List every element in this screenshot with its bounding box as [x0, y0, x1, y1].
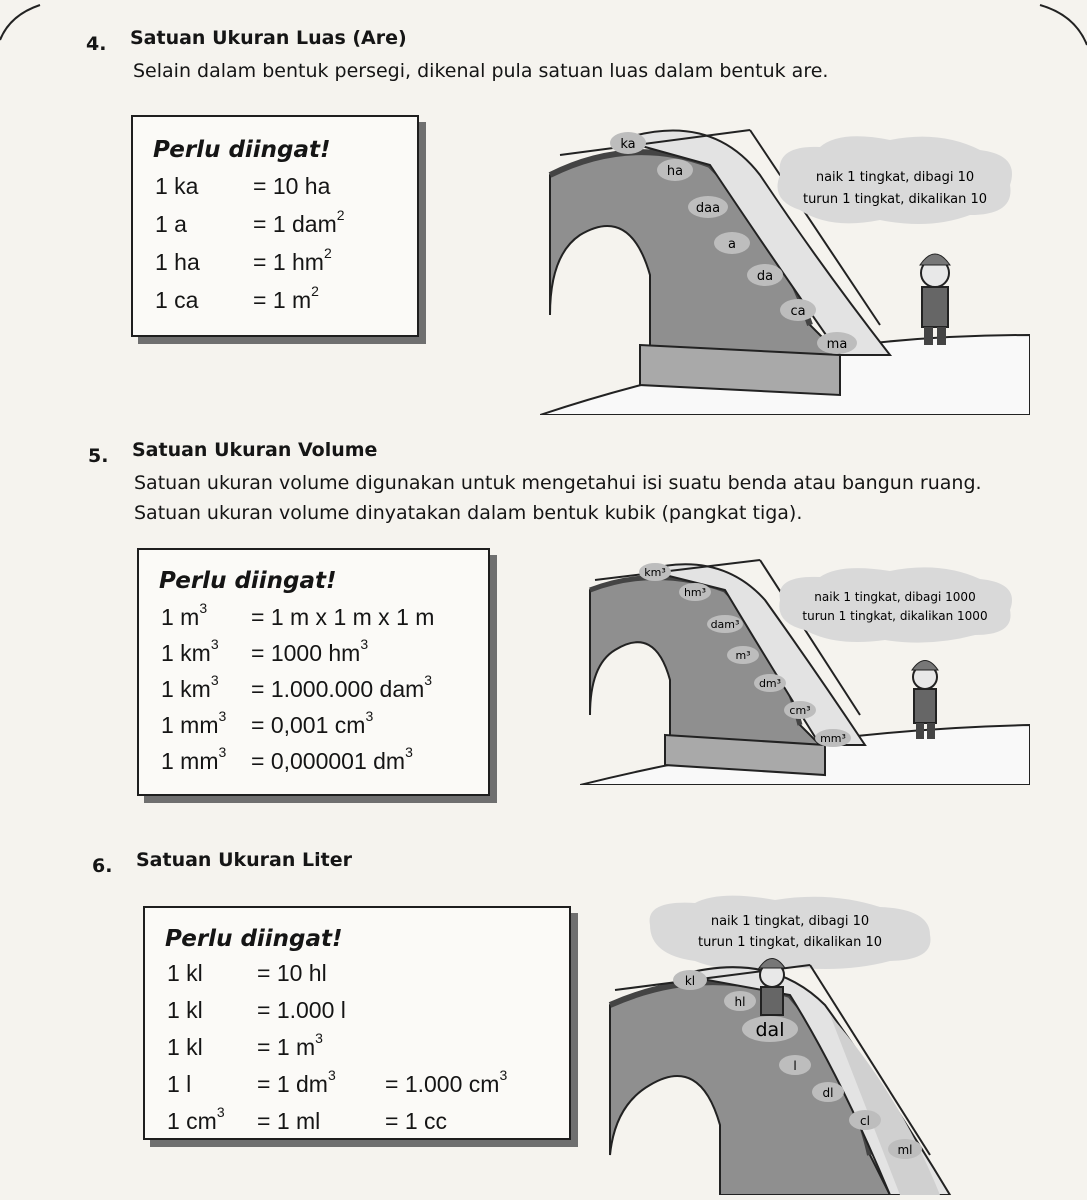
step-label: kl — [684, 974, 696, 988]
bridge-illustration — [600, 895, 1050, 1195]
cloud-text: naik 1 tingkat, dibagi 10 — [710, 914, 870, 929]
step-label: ma — [826, 337, 848, 352]
bridge-illustration — [540, 115, 1030, 415]
step-label: ka — [620, 137, 636, 152]
step-label: l — [793, 1059, 797, 1073]
section-paragraph: Satuan ukuran volume digunakan untuk mengetahui isi suatu benda atau bangun ruang. — [134, 472, 982, 494]
section-number: 5. — [88, 445, 109, 467]
box-title: Perlu diingat! — [159, 568, 337, 594]
step-label: dl — [822, 1086, 834, 1100]
section-number: 6. — [92, 855, 113, 877]
person-figure — [759, 959, 785, 1016]
section-paragraph: Satuan ukuran volume dinyatakan dalam bentuk kubik (pangkat tiga). — [134, 502, 803, 524]
step-label: dam³ — [710, 618, 740, 631]
step-label: ml — [897, 1143, 913, 1157]
step-label: hm³ — [683, 586, 707, 599]
step-label: cl — [860, 1114, 870, 1128]
section-title: Satuan Ukuran Volume — [132, 439, 378, 461]
section-title: Satuan Ukuran Luas (Are) — [130, 27, 407, 49]
step-label: m³ — [735, 649, 751, 662]
reminder-box: Perlu diingat! 1 $m^3$ = 1 m x 1 m x 1 m 1 $km^3$ = 1000 $hm^3$ 1 $km^3$ = 1.000.000 dam$^3$ 1 $mm^3$ = 0,001 $cm^3$ 1 $mm^3$ = 0,000001 $dm^3$ — [137, 548, 490, 796]
step-label: a — [728, 237, 736, 252]
step-label: cm³ — [789, 704, 811, 717]
speech-cloud — [650, 896, 931, 970]
section-number: 4. — [86, 33, 107, 55]
step-label: dal — [755, 1019, 785, 1041]
box-title: Perlu diingat! — [165, 926, 343, 952]
person-figure — [920, 254, 950, 345]
cloud-text: turun 1 tingkat, dikalikan 10 — [802, 192, 988, 207]
cloud-text: turun 1 tingkat, dikalikan 10 — [697, 935, 883, 950]
box-title: Perlu diingat! — [153, 137, 331, 163]
person-figure — [912, 661, 938, 740]
reminder-box: Perlu diingat! 1 ka = 10 ha 1 a = 1 dam$^2$ 1 ha = 1 $hm^2$ 1 ca = 1 $m^2$ — [131, 115, 419, 337]
step-label: km³ — [644, 566, 666, 579]
reminder-box: Perlu diingat! 1 kl = 10 hl 1 kl = 1.000 l 1 kl = 1 $m^3$ 1 l = 1 $dm^3$ = 1.000 $cm^3$ 1 $cm^3$ = 1 ml = 1 cc — [143, 906, 571, 1140]
section-paragraph: Selain dalam bentuk persegi, dikenal pula satuan luas dalam bentuk are. — [133, 60, 829, 82]
step-label: hl — [734, 995, 746, 1009]
section-title: Satuan Ukuran Liter — [136, 849, 352, 871]
step-label: ca — [790, 304, 806, 319]
step-label: ha — [666, 164, 684, 179]
step-label: mm³ — [820, 732, 846, 745]
step-label: dm³ — [758, 677, 782, 690]
step-label: da — [756, 269, 774, 284]
step-label: daa — [695, 201, 721, 216]
speech-cloud — [779, 567, 1012, 642]
cloud-text: naik 1 tingkat, dibagi 1000 — [814, 590, 976, 604]
bridge-illustration — [580, 555, 1030, 785]
cloud-text: naik 1 tingkat, dibagi 10 — [815, 170, 975, 185]
cloud-text: turun 1 tingkat, dikalikan 1000 — [802, 609, 988, 623]
